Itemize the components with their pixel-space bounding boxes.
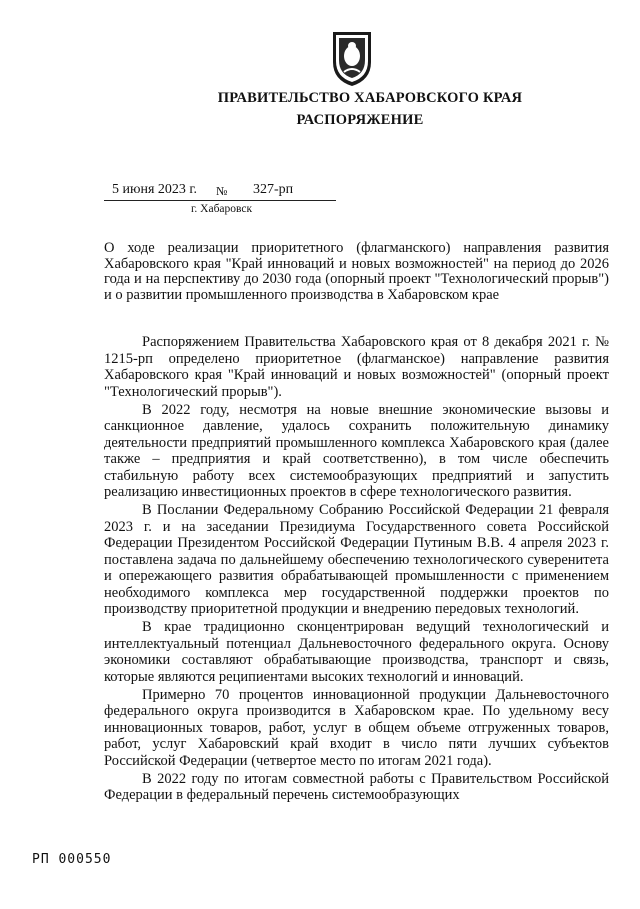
paragraph: В крае традиционно сконцентрирован ведущий технологический и интеллектуальный потенциал Дальневосточного федерального округа. Основу экономики составляют обрабатывающие производства, транспорт и связь, которые являются реципиентами высоких технологий и инноваций. <box>104 619 609 685</box>
government-title: ПРАВИТЕЛЬСТВО ХАБАРОВСКОГО КРАЯ <box>217 90 523 106</box>
document-city: г. Хабаровск <box>191 203 253 215</box>
document-date: 5 июня 2023 г. <box>112 182 198 197</box>
paragraph: Распоряжением Правительства Хабаровского края от 8 декабря 2021 г. № 1215-рп определено приоритетное (флагманское) направление развития Хабаровского края "Край инноваций и новых возможностей" (опорный проект "Технологический прорыв"). <box>104 334 609 400</box>
document-subject: О ходе реализации приоритетного (флагманского) направления развития Хабаровского края "Край инноваций и новых возможностей" на период до 2026 года и на перспективу до 2030 года (опорный проект "Технологический прорыв") и о развитии промышленного производства в Хабаровском крае <box>104 240 609 303</box>
paragraph: Примерно 70 процентов инновационной продукции Дальневосточного федерального округа производится в Хабаровском крае. По удельному весу инновационных товаров, работ, услуг в общем объеме отгруженных товаров, работ, услуг Хабаровский край входит в число пяти лучших субъектов Российской Федерации (четвертое место по итогам 2021 года). <box>104 686 609 769</box>
number-sign: № <box>216 184 228 198</box>
meta-underline <box>104 200 336 201</box>
document-type: РАСПОРЯЖЕНИЕ <box>296 112 424 128</box>
paragraph: В Послании Федеральному Собранию Российской Федерации 21 февраля 2023 г. и на заседании Президиума Государственного совета Российской Федерации Президентом Российской Федерации Путиным В.В. 4 апреля 2023 г. поставлена задача по дальнейшему обеспечению технологического суверенитета и опережающего развития обрабатывающей промышленности с применением необходимого комплекса мер государственной поддержки проектов по производству приоритетной продукции и внедрению передовых технологий. <box>104 502 609 617</box>
paragraph: В 2022 году, несмотря на новые внешние экономические вызовы и санкционное давление, удалось сохранить положительную динамику деятельности предприятий промышленного комплекса Хабаровского края (далее также – предприятия и край соответственно), в том числе обеспечить стабильную работу всех системообразующих предприятий и запустить реализацию инвестиционных проектов в сфере технологического развития. <box>104 401 609 500</box>
paragraph: В 2022 году по итогам совместной работы с Правительством Российской Федерации в федеральный перечень системообразующих <box>104 770 609 803</box>
document-number: 327-рп <box>253 182 294 197</box>
form-serial-code: РП 000550 <box>32 852 112 867</box>
coat-of-arms-icon <box>330 28 374 88</box>
document-body <box>104 334 609 805</box>
